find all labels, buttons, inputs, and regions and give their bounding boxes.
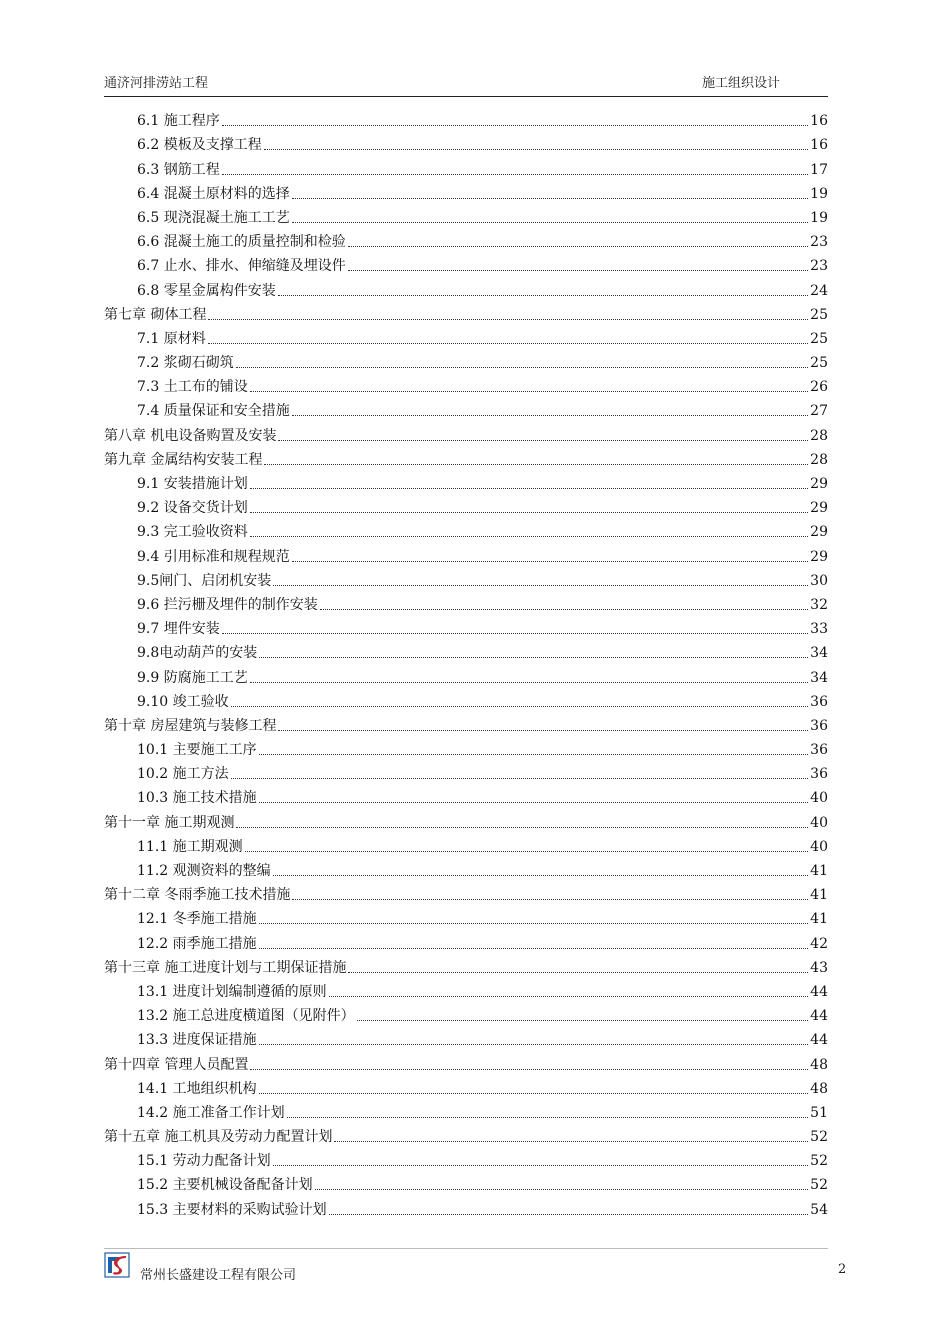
toc-entry-label: 第七章 砌体工程: [104, 306, 207, 323]
toc-entry-page-number: 54: [810, 1201, 828, 1218]
header-project-name: 通济河排涝站工程: [104, 76, 209, 91]
toc-entry-label: 13.1 进度计划编制遵循的原则: [137, 983, 327, 1000]
toc-entry-label: 11.2 观测资料的整编: [137, 863, 271, 879]
toc-section-entry[interactable]: [104, 227, 828, 251]
toc-dot-leader: [222, 633, 808, 634]
toc-dot-leader: [259, 1093, 808, 1094]
toc-dot-leader: [259, 923, 808, 924]
toc-entry-label: 15.3 主要材料的采购试验计划: [137, 1201, 327, 1218]
toc-entry-label: 7.4 质量保证和安全措施: [137, 403, 290, 420]
toc-entry-label: 9.2 设备交货计划: [137, 500, 248, 517]
toc-dot-leader: [357, 1020, 808, 1021]
toc-entry-label: 10.2 施工方法: [137, 766, 229, 783]
toc-entry-label: 13.3 进度保证措施: [137, 1032, 257, 1049]
toc-entry-label: 6.7 止水、排水、伸缩缝及埋设件: [137, 258, 346, 275]
toc-entry-page-number: 40: [810, 790, 828, 807]
toc-dot-leader: [250, 512, 808, 513]
toc-dot-leader: [264, 149, 808, 150]
toc-section-entry[interactable]: [104, 928, 828, 952]
toc-entry-label: 9.6 拦污栅及埋件的制作安装: [137, 596, 318, 613]
header-rule: [104, 96, 828, 97]
toc-entry-page-number: 16: [810, 113, 828, 130]
footer-page-number: 2: [838, 1262, 847, 1277]
toc-entry-page-number: 28: [810, 427, 828, 444]
toc-entry-label: 6.2 模板及支撑工程: [137, 137, 262, 154]
toc-entry-page-number: 29: [810, 476, 828, 492]
toc-section-entry[interactable]: [104, 759, 828, 783]
toc-entry-page-number: 36: [810, 693, 828, 710]
toc-dot-leader: [259, 657, 808, 658]
toc-dot-leader: [273, 585, 808, 586]
page-header: [104, 70, 780, 92]
toc-dot-leader: [208, 343, 808, 344]
toc-section-entry[interactable]: [104, 977, 828, 1001]
toc-entry-label: 10.1 主要施工工序: [137, 742, 257, 759]
toc-entry-page-number: 19: [810, 209, 828, 226]
toc-entry-page-number: 25: [810, 355, 828, 372]
toc-entry-page-number: 25: [810, 330, 828, 347]
toc-entry-label: 第十三章 施工进度计划与工期保证措施: [104, 959, 347, 976]
toc-dot-leader: [208, 319, 808, 320]
toc-entry-label: 9.9 防腐施工工艺: [137, 669, 248, 686]
toc-section-entry[interactable]: [104, 154, 828, 178]
toc-dot-leader: [264, 464, 808, 465]
toc-dot-leader: [222, 174, 808, 175]
toc-dot-leader: [259, 754, 808, 755]
toc-entry-label: 15.1 劳动力配备计划: [137, 1153, 271, 1170]
toc-section-entry[interactable]: [104, 856, 828, 880]
toc-section-entry[interactable]: [104, 324, 828, 348]
toc-section-entry[interactable]: [104, 1025, 828, 1049]
toc-dot-leader: [329, 1214, 808, 1215]
toc-entry-page-number: 28: [810, 451, 828, 468]
toc-entry-label: 12.1 冬季施工措施: [137, 911, 257, 928]
toc-dot-leader: [348, 246, 808, 247]
toc-dot-leader: [250, 682, 808, 683]
toc-entry-label: 6.4 混凝土原材料的选择: [137, 185, 290, 202]
toc-dot-leader: [292, 561, 808, 562]
toc-section-entry[interactable]: [104, 1001, 828, 1025]
toc-section-entry[interactable]: [104, 735, 828, 759]
toc-entry-page-number: 44: [810, 1008, 828, 1025]
toc-entry-label: 9.4 引用标准和规程规范: [137, 548, 290, 565]
toc-section-entry[interactable]: [104, 566, 828, 590]
toc-section-entry[interactable]: [104, 179, 828, 203]
toc-entry-page-number: 44: [810, 1032, 828, 1049]
toc-section-entry[interactable]: [104, 275, 828, 299]
toc-section-entry[interactable]: [104, 396, 828, 420]
toc-dot-leader: [250, 1069, 808, 1070]
toc-entry-label: 15.2 主要机械设备配备计划: [137, 1177, 313, 1194]
toc-chapter-entry[interactable]: [104, 807, 828, 831]
toc-entry-label: 7.2 浆砌石砌筑: [137, 355, 234, 372]
toc-entry-label: 第十四章 管理人员配置: [104, 1056, 249, 1073]
toc-dot-leader: [245, 851, 808, 852]
toc-chapter-entry[interactable]: [104, 1049, 828, 1073]
toc-entry-label: 9.5闸门、启闭机安装: [137, 572, 272, 589]
toc-section-entry[interactable]: [104, 541, 828, 565]
toc-entry-page-number: 23: [810, 258, 828, 275]
toc-section-entry[interactable]: [104, 130, 828, 154]
toc-dot-leader: [236, 367, 808, 368]
toc-entry-label: 6.3 钢筋工程: [137, 161, 220, 178]
toc-dot-leader: [348, 972, 808, 973]
toc-entry-page-number: 32: [810, 596, 828, 613]
toc-section-entry[interactable]: [104, 517, 828, 541]
toc-section-entry[interactable]: [104, 1170, 828, 1194]
toc-section-entry[interactable]: [104, 590, 828, 614]
toc-entry-label: 第八章 机电设备购置及安装: [104, 427, 277, 444]
toc-dot-leader: [273, 875, 808, 876]
toc-entry-label: 13.2 施工总进度横道图（见附件）: [137, 1008, 355, 1025]
toc-section-entry[interactable]: [104, 832, 828, 856]
toc-dot-leader: [222, 125, 808, 126]
toc-entry-page-number: 52: [810, 1153, 828, 1170]
toc-dot-leader: [278, 730, 808, 731]
toc-entry-page-number: 19: [810, 185, 828, 202]
toc-dot-leader: [315, 1189, 808, 1190]
toc-dot-leader: [259, 1044, 808, 1045]
toc-section-entry[interactable]: [104, 251, 828, 275]
toc-dot-leader: [320, 609, 808, 610]
footer-company-name: 常州长盛建设工程有限公司: [140, 1268, 297, 1283]
toc-dot-leader: [231, 706, 808, 707]
footer-rule: [104, 1248, 828, 1249]
toc-entry-label: 10.3 施工技术措施: [137, 790, 257, 807]
toc-section-entry[interactable]: [104, 1146, 828, 1170]
toc-chapter-entry[interactable]: [104, 300, 828, 324]
toc-section-entry[interactable]: [104, 614, 828, 638]
toc-dot-leader: [278, 295, 808, 296]
toc-chapter-entry[interactable]: [104, 1122, 828, 1146]
toc-dot-leader: [329, 996, 808, 997]
toc-entry-page-number: 43: [810, 959, 828, 976]
toc-entry-page-number: 48: [810, 1056, 828, 1073]
toc-dot-leader: [334, 1141, 808, 1142]
toc-section-entry[interactable]: [104, 493, 828, 517]
toc-entry-page-number: 30: [810, 572, 828, 589]
toc-entry-label: 第十章 房屋建筑与装修工程: [104, 717, 277, 734]
toc-section-entry[interactable]: [104, 372, 828, 396]
toc-entry-label: 第九章 金属结构安装工程: [104, 451, 263, 468]
toc-dot-leader: [250, 488, 808, 489]
toc-dot-leader: [348, 270, 808, 271]
toc-section-entry[interactable]: [104, 638, 828, 662]
toc-entry-label: 9.1 安装措施计划: [137, 476, 248, 492]
toc-dot-leader: [292, 222, 808, 223]
toc-entry-page-number: 44: [810, 983, 828, 1000]
toc-section-entry[interactable]: [104, 783, 828, 807]
toc-entry-page-number: 34: [810, 669, 828, 686]
toc-section-entry[interactable]: [104, 348, 828, 372]
toc-dot-leader: [250, 391, 808, 392]
toc-entry-page-number: 29: [810, 524, 828, 541]
company-logo-icon: [104, 1252, 130, 1278]
toc-dot-leader: [287, 1117, 808, 1118]
toc-section-entry[interactable]: [104, 662, 828, 686]
toc-entry-label: 9.7 埋件安装: [137, 621, 220, 638]
toc-dot-leader: [259, 802, 808, 803]
toc-section-entry[interactable]: [104, 203, 828, 227]
toc-dot-leader: [250, 536, 808, 537]
toc-entry-page-number: 16: [810, 137, 828, 154]
toc-entry-page-number: 17: [810, 161, 828, 178]
toc-entry-page-number: 51: [810, 1104, 828, 1121]
toc-section-entry[interactable]: [104, 106, 828, 130]
toc-entry-page-number: 29: [810, 500, 828, 517]
toc-section-entry[interactable]: [104, 1074, 828, 1098]
toc-chapter-entry[interactable]: [104, 953, 828, 977]
toc-entry-page-number: 41: [810, 911, 828, 928]
toc-section-entry[interactable]: [104, 469, 828, 493]
toc-entry-page-number: 33: [810, 621, 828, 638]
toc-dot-leader: [292, 899, 808, 900]
toc-section-entry[interactable]: [104, 1194, 828, 1218]
toc-entry-page-number: 42: [810, 935, 828, 952]
toc-entry-page-number: 36: [810, 742, 828, 759]
table-of-contents: [104, 106, 828, 1219]
toc-entry-label: 6.5 现浇混凝土施工工艺: [137, 209, 290, 226]
toc-entry-page-number: 40: [810, 838, 828, 855]
toc-entry-label: 6.6 混凝土施工的质量控制和检验: [137, 234, 346, 251]
toc-entry-label: 第十一章 施工期观测: [104, 814, 235, 831]
toc-dot-leader: [278, 440, 808, 441]
toc-section-entry[interactable]: [104, 687, 828, 711]
toc-dot-leader: [292, 415, 808, 416]
toc-entry-page-number: 25: [810, 306, 828, 323]
toc-dot-leader: [236, 827, 808, 828]
toc-entry-page-number: 36: [810, 717, 828, 734]
toc-chapter-entry[interactable]: [104, 420, 828, 444]
toc-entry-page-number: 52: [810, 1129, 828, 1146]
header-document-type: 施工组织设计: [701, 76, 780, 91]
toc-entry-label: 第十二章 冬雨季施工技术措施: [104, 887, 291, 904]
toc-entry-page-number: 24: [810, 282, 828, 299]
toc-entry-page-number: 36: [810, 766, 828, 783]
toc-entry-label: 6.1 施工程序: [137, 113, 220, 130]
toc-entry-page-number: 34: [810, 645, 828, 662]
toc-entry-page-number: 23: [810, 234, 828, 251]
toc-dot-leader: [231, 778, 808, 779]
toc-entry-label: 11.1 施工期观测: [137, 838, 243, 855]
toc-entry-page-number: 48: [810, 1080, 828, 1097]
toc-entry-page-number: 41: [810, 887, 828, 904]
toc-entry-label: 14.2 施工准备工作计划: [137, 1104, 285, 1121]
toc-chapter-entry[interactable]: [104, 445, 828, 469]
toc-entry-label: 14.1 工地组织机构: [137, 1080, 257, 1097]
toc-dot-leader: [259, 948, 808, 949]
toc-chapter-entry[interactable]: [104, 711, 828, 735]
toc-section-entry[interactable]: [104, 1098, 828, 1122]
toc-entry-label: 12.2 雨季施工措施: [137, 935, 257, 952]
toc-chapter-entry[interactable]: [104, 880, 828, 904]
toc-entry-label: 6.8 零星金属构件安装: [137, 282, 276, 299]
toc-entry-label: 7.1 原材料: [137, 330, 206, 347]
toc-entry-page-number: 52: [810, 1177, 828, 1194]
toc-entry-page-number: 29: [810, 548, 828, 565]
toc-entry-page-number: 26: [810, 379, 828, 396]
toc-entry-page-number: 41: [810, 863, 828, 879]
toc-dot-leader: [273, 1165, 808, 1166]
toc-section-entry[interactable]: [104, 904, 828, 928]
toc-entry-label: 9.10 竣工验收: [137, 693, 229, 710]
toc-entry-label: 7.3 土工布的铺设: [137, 379, 248, 396]
toc-dot-leader: [292, 198, 808, 199]
toc-entry-label: 第十五章 施工机具及劳动力配置计划: [104, 1129, 333, 1146]
toc-entry-page-number: 40: [810, 814, 828, 831]
toc-entry-label: 9.3 完工验收资料: [137, 524, 248, 541]
toc-entry-label: 9.8电动葫芦的安装: [137, 645, 258, 662]
toc-entry-page-number: 27: [810, 403, 828, 420]
